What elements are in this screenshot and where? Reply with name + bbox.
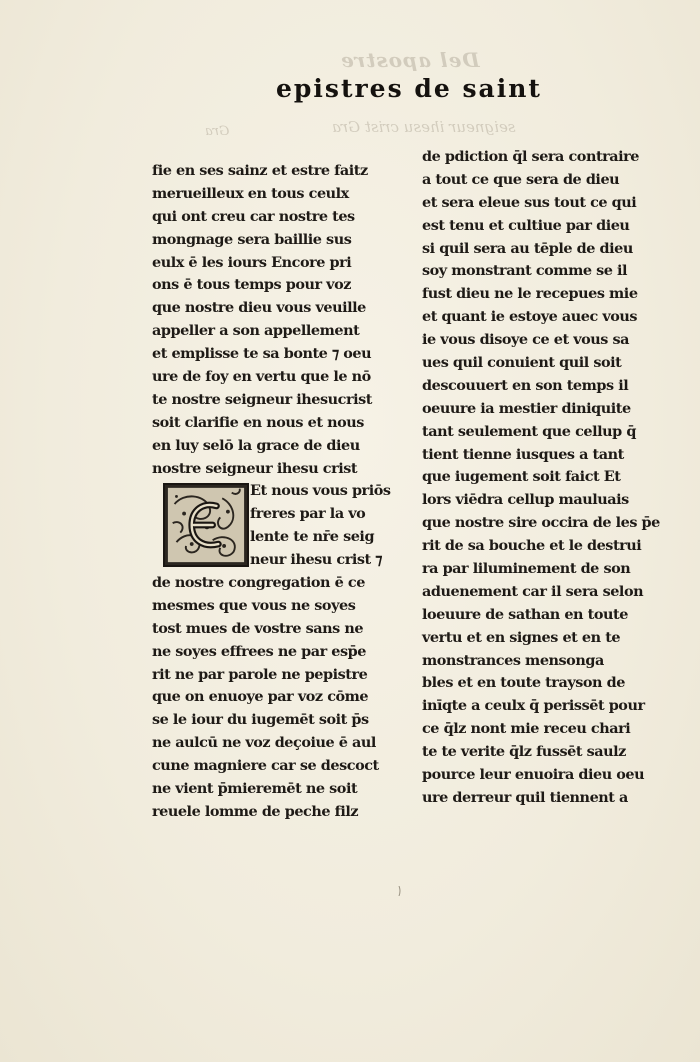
text-line: ure derreur quil tiennent a <box>422 788 628 806</box>
text-line: ce q̄lz nont mie receu chari <box>422 720 631 738</box>
text-line: de pdiction q̄l sera contraire <box>422 148 640 165</box>
text-line: et emplisse te sa bonte ⁊ oeu <box>152 345 372 363</box>
text-line: nostre seigneur ihesu crist <box>152 459 358 477</box>
text-line: ure de foy en vertu que le nō <box>152 368 371 386</box>
text-line: rit ne par parole ne pepistre <box>152 665 368 683</box>
text-line: eulx ē les iours Encore pri <box>152 253 352 271</box>
text-line: oeuure ia mestier diniquite <box>422 399 631 417</box>
text-line: a tout ce que sera de dieu <box>422 170 620 188</box>
text-line: que on enuoye par voz cōme <box>152 688 369 706</box>
text-line: inīqte a ceulx q̄ perissēt pour <box>422 697 645 715</box>
text-line: te te verite q̄lz fussēt saulz <box>422 743 626 761</box>
text-line: freres par la vo <box>250 505 366 523</box>
text-line: et quant ie estoye auec vous <box>422 308 638 326</box>
text-line: lors viēdra cellup mauluais <box>422 491 629 509</box>
text-line: ne aulcū ne voz deçoiue ē aul <box>152 734 376 752</box>
text-line: lente te nr̄e seig <box>250 528 375 546</box>
text-line: loeuure de sathan en toute <box>422 605 628 623</box>
text-line: ra par liluminement de son <box>422 560 631 578</box>
text-line: cune magniere car se descoct <box>152 757 379 775</box>
text-line: ues quil conuient quil soit <box>422 354 622 372</box>
text-line: fie en ses sainz et estre faitz <box>152 162 368 179</box>
text-line: mongnage sera baillie sus <box>152 230 352 248</box>
text-line: ie vous disoye ce et vous sa <box>422 331 630 349</box>
text-line: qui ont creu car nostre tes <box>152 207 355 225</box>
text-line: et sera eleue sus tout ce qui <box>422 193 637 211</box>
text-line: ne soyes effrees ne par esp̄e <box>152 642 366 660</box>
text-line: soit clarifie en nous et nous <box>152 413 364 431</box>
text-line: soy monstrant comme se il <box>422 262 628 280</box>
text-line: tant seulement que cellup q̄ <box>422 422 636 440</box>
text-line: que nostre dieu vous veuille <box>152 299 366 317</box>
text-line: neur ihesu crist ⁊ <box>250 551 382 569</box>
text-line: descouuert en son temps il <box>422 376 629 394</box>
text-line: rit de sa bouche et le destrui <box>422 537 642 555</box>
text-line: appeller a son appellement <box>152 322 360 340</box>
text-line: tient tienne iusques a tant <box>422 445 624 463</box>
text-line: merueilleux en tous ceulx <box>152 184 349 202</box>
text-line: te nostre seigneur ihesucrist <box>152 390 372 408</box>
running-title: epistres de saint <box>276 74 542 103</box>
stray-mark-icon <box>398 886 401 896</box>
text-line: est tenu et cultiue par dieu <box>422 216 630 234</box>
text-line: fust dieu ne le recepues mie <box>422 285 638 303</box>
text-line: pource leur enuoira dieu oeu <box>422 766 645 784</box>
text-line: en luy selō la grace de dieu <box>152 436 360 454</box>
text-line: aduenement car il sera selon <box>422 582 644 600</box>
text-line: vertu et en signes et en te <box>422 628 621 646</box>
text-line: que nostre sire occira de les p̄e <box>422 514 660 532</box>
text-line: bles et en toute trayson de <box>422 674 625 692</box>
right-column <box>422 146 660 810</box>
text-line: Et nous vous priōs <box>250 482 391 500</box>
text-line: que iugement soit faict Et <box>422 468 621 486</box>
show-through-subtitle: seigneur ihesu crist Gra <box>332 118 516 136</box>
text-line: tost mues de vostre sans ne <box>152 619 364 637</box>
show-through-mark: Gra <box>205 124 230 139</box>
text-line: de nostre congregation ē ce <box>152 574 365 592</box>
text-line: se le iour du iugemēt soit p̄s <box>152 711 369 729</box>
text-line: reuele lomme de peche filz <box>152 802 359 820</box>
text-line: mesmes que vous ne soyes <box>152 596 356 614</box>
text-line: ons ē tous temps pour voz <box>152 276 351 294</box>
text-line: monstrances mensonga <box>422 651 604 669</box>
text-line: ne vient p̄mieremēt ne soit <box>152 780 358 798</box>
text-line: si quil sera au tēple de dieu <box>422 239 633 257</box>
show-through-title: Del apostre <box>340 48 480 72</box>
decorated-initial-e-icon <box>163 483 249 567</box>
